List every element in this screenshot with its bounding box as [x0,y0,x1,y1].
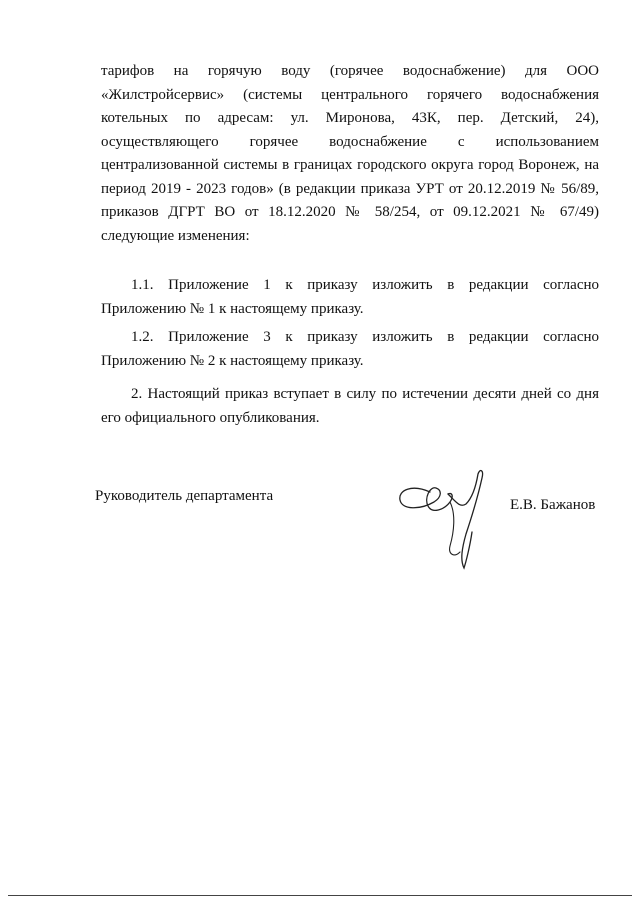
item-1-2: 1.2. Приложение 3 к приказу изложить в редакции согласно Приложению № 2 к настоящему приказу. [101,329,599,369]
item-1-1: 1.1. Приложение 1 к приказу изложить в редакции согласно Приложению № 1 к настоящему приказу. [101,277,599,317]
body-paragraph: тарифов на горячую воду (горячее водоснабжение) для ООО «Жилстройсервис» (системы центрального горячего водоснабжения котельных по адресам: ул. Миронова, 43К, пер. Детский, 24), осуществляющего горячее водоснабжение с использованием централизованной системы в границах городского округа город Воронеж, на период 2019 - 2023 годов» (в редакции приказа УРТ от 20.12.2019 № 56/89, приказов ДГРТ ВО от 18.12.2020 № 58/254, от 09.12.2021 № 67/49) следующие изменения: [101,63,599,244]
item-2: 2. Настоящий приказ вступает в силу по истечении десяти дней со дня его официального опубликования. [101,386,599,426]
handwritten-signature [390,462,505,574]
signatory-name: Е.В. Бажанов [510,497,596,513]
page-bottom-edge [8,895,632,896]
signatory-role: Руководитель департамента [95,488,274,504]
